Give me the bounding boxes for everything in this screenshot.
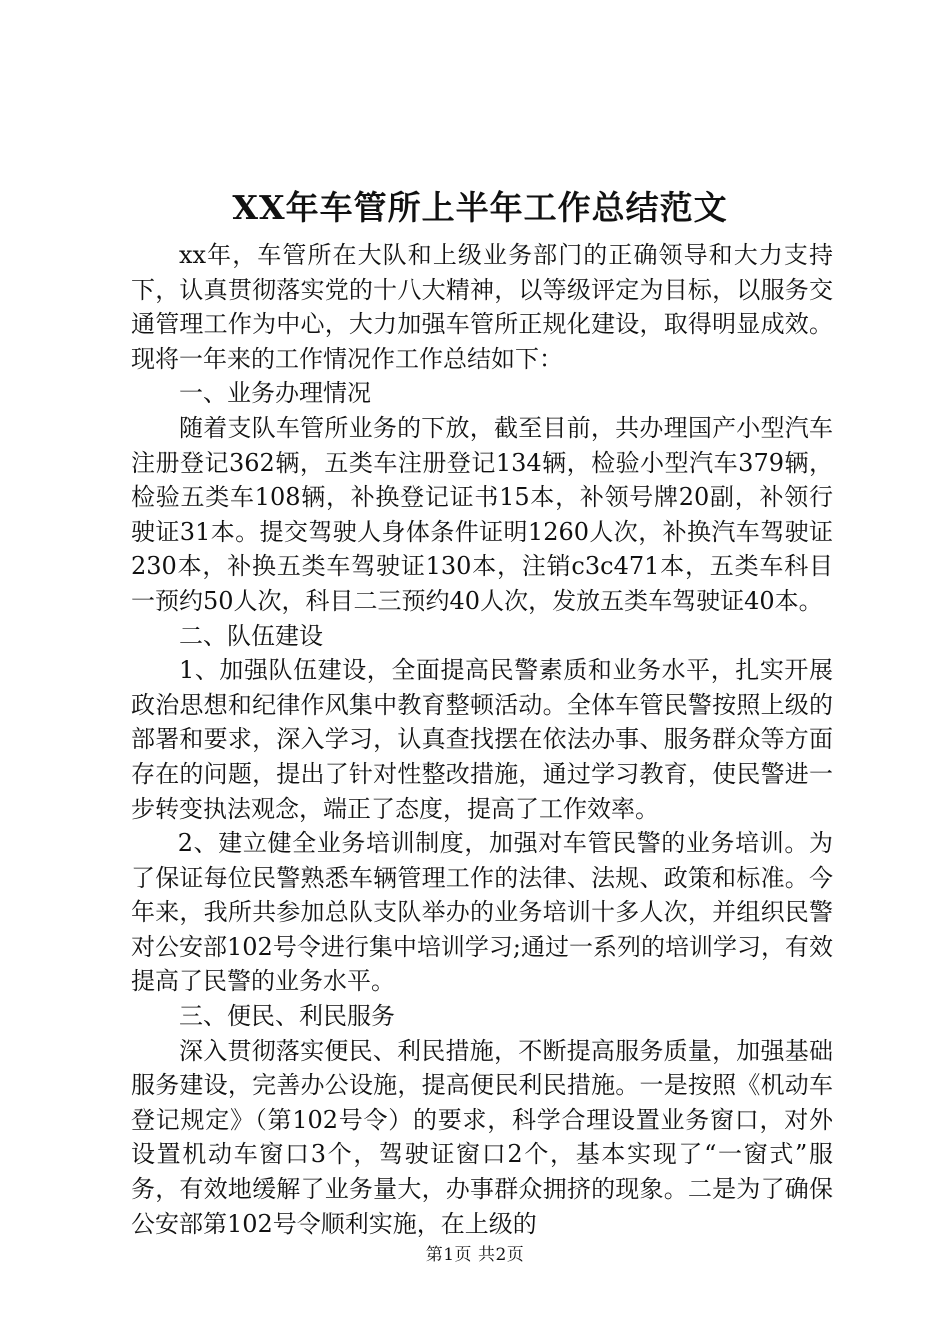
page-footer: 第1页 共2页 [425,1245,525,1265]
business-paragraph: 随着支队车管所业务的下放，截至目前，共办理国产小型汽车注册登记362辆，五类车注册登记134辆，检验小型汽车379辆，检验五类车108辆，补换登记证书15本，补领号牌20副，补领行驶证31本。提交驾驶人身体条件证明1260人次，补换汽车驾驶证230本，补换五类车驾驶证130本，注销c3c471本，五类车科目一预约50人次，科目二三预约40人次，发放五类车驾驶证40本。 [131,413,833,615]
team-paragraph-2: 2、建立健全业务培训制度，加强对车管民警的业务培训。为了保证每位民警熟悉车辆管理工作的法律、法规、政策和标准。今年来，我所共参加总队支队举办的业务培训十多人次，并组织民警对公安部102号令进行集中培训学习;通过一系列的培训学习，有效提高了民警的业务水平。 [131,829,833,996]
document-body [131,238,833,1241]
intro-paragraph: xx年，车管所在大队和上级业务部门的正确领导和大力支持下，认真贯彻落实党的十八大精神，以等级评定为目标，以服务交通管理工作为中心，大力加强车管所正规化建设，取得明显成效。现将一年来的工作情况作工作总结如下： [131,241,833,373]
team-paragraph-1: 1、加强队伍建设，全面提高民警素质和业务水平，扎实开展政治思想和纪律作风集中教育整顿活动。全体车管民警按照上级的部署和要求，深入学习，认真查找摆在依法办事、服务群众等方面存在的问题，提出了针对性整改措施，通过学习教育，使民警进一步转变执法观念，端正了态度，提高了工作效率。 [131,656,833,823]
section-heading-team: 二、队伍建设 [179,621,323,650]
section-heading-business: 一、业务办理情况 [179,379,371,408]
document-title: XX年车管所上半年工作总结范文 [232,188,728,227]
section-heading-service: 三、便民、利民服务 [179,1002,395,1031]
service-paragraph: 深入贯彻落实便民、利民措施，不断提高服务质量，加强基础服务建设，完善办公设施，提高便民利民措施。一是按照《机动车登记规定》（第102号令）的要求，科学合理设置业务窗口，对外设置机动车窗口3个，驾驶证窗口2个，基本实现了“一窗式”服务，有效地缓解了业务量大，办事群众拥挤的现象。二是为了确保公安部第102号令顺利实施，在上级的 [131,1036,833,1238]
